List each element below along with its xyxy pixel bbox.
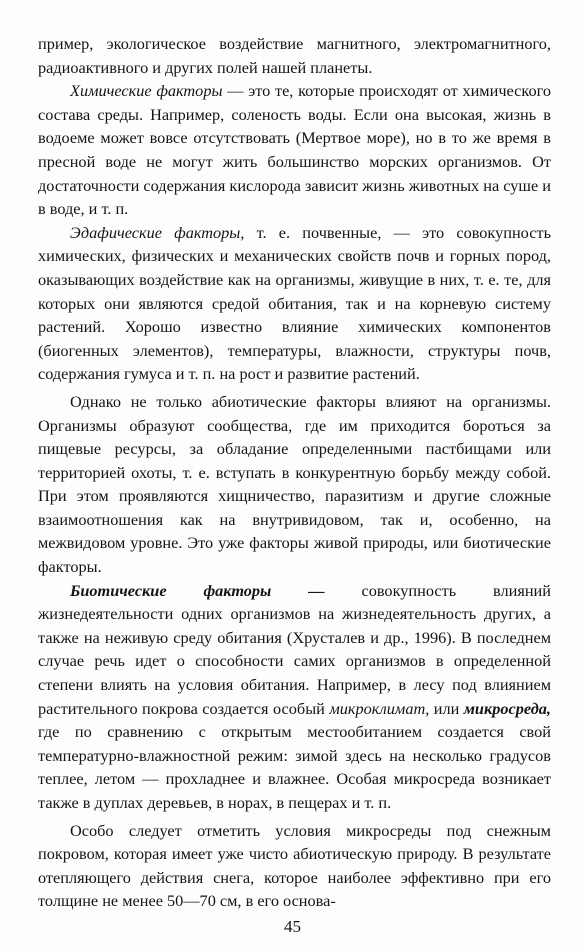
term-highlight: Эдафические факторы <box>70 222 241 242</box>
paragraph-p4 <box>38 579 551 815</box>
term-highlight: Биотические факторы — <box>70 580 325 600</box>
text-run: совокупность влияний жизнедеятельности одних организмов на жизнедеятельность других, а также на неживую среду обитания (Хрусталев и др., 1996). В последнем случае речь идет о способности самих организмов в определенной степени влиять на условия обитания. Например, в лесу под влиянием растительного покрова создается особый <box>38 580 551 718</box>
text-run: , т. е. почвенные, — это совокупность химических, физических и механических свойств почв и горных пород, оказывающих воздействие как на организмы, живущие в них, т. е. те, для которых они являются средой обитания, так и на корневую систему растений. Хорошо известно влияние химических компонентов (биогенных элементов), температуры, влажности, структуры почв, содержания гумуса и т. п. на рост и развитие растений. <box>38 222 551 384</box>
term-highlight: микроклимат <box>329 698 426 718</box>
text-run: , или <box>425 698 464 718</box>
paragraph-p5 <box>38 819 551 913</box>
text-run: пример, экологическое воздействие магнитного, электромагнитного, радиоактивного и других полей нашей планеты. <box>38 34 551 77</box>
page-number: 45 <box>284 917 301 936</box>
term-highlight: Химические факторы <box>70 81 223 101</box>
text-run: Особо следует отметить условия микросреды под снежным покровом, которая имеет уже чисто абиотическую природу. В результате отепляющего действия снега, которое наиболее эффективно при его толщине не менее 50—70 см, в его основа- <box>38 820 551 911</box>
paragraph-p0 <box>38 32 551 79</box>
page-body-text <box>38 32 551 913</box>
text-run: где по сравнению с открытым местообитанием создается свой температурно-влажностной режим: зимой здесь на несколько градусов теплее, летом — прохладнее и влажнее. Особая микросреда возникает также в дуплах деревьев, в норах, в пещерах и т. п. <box>38 722 551 812</box>
paragraph-p2 <box>38 221 551 386</box>
term-highlight: микросреда, <box>463 698 551 718</box>
text-run: Однако не только абиотические факторы влияют на организмы. Организмы образуют сообщества, где им приходится бороться за пищевые ресурсы, за обладание определенными пастбищами или территорией охоты, т. е. вступать в конкурентную борьбу между собой. При этом проявляются хищничество, паразитизм и другие сложные взаимоотношения как на внутривидовом, так и, особенно, на межвидовом уровне. Это уже факторы живой природы, или биотические факторы. <box>38 391 551 577</box>
paragraph-p3 <box>38 390 551 579</box>
paragraph-p1 <box>38 79 551 221</box>
text-run: — это те, которые происходят от химического состава среды. Например, соленость воды. Если она высокая, жизнь в водоеме может вовсе отсутствовать (Мертвое море), но в то же время в пресной воде не могут жить большинство морских организмов. От достаточности содержания кислорода зависит жизнь животных на суше и в воде, и т. п. <box>38 81 552 219</box>
